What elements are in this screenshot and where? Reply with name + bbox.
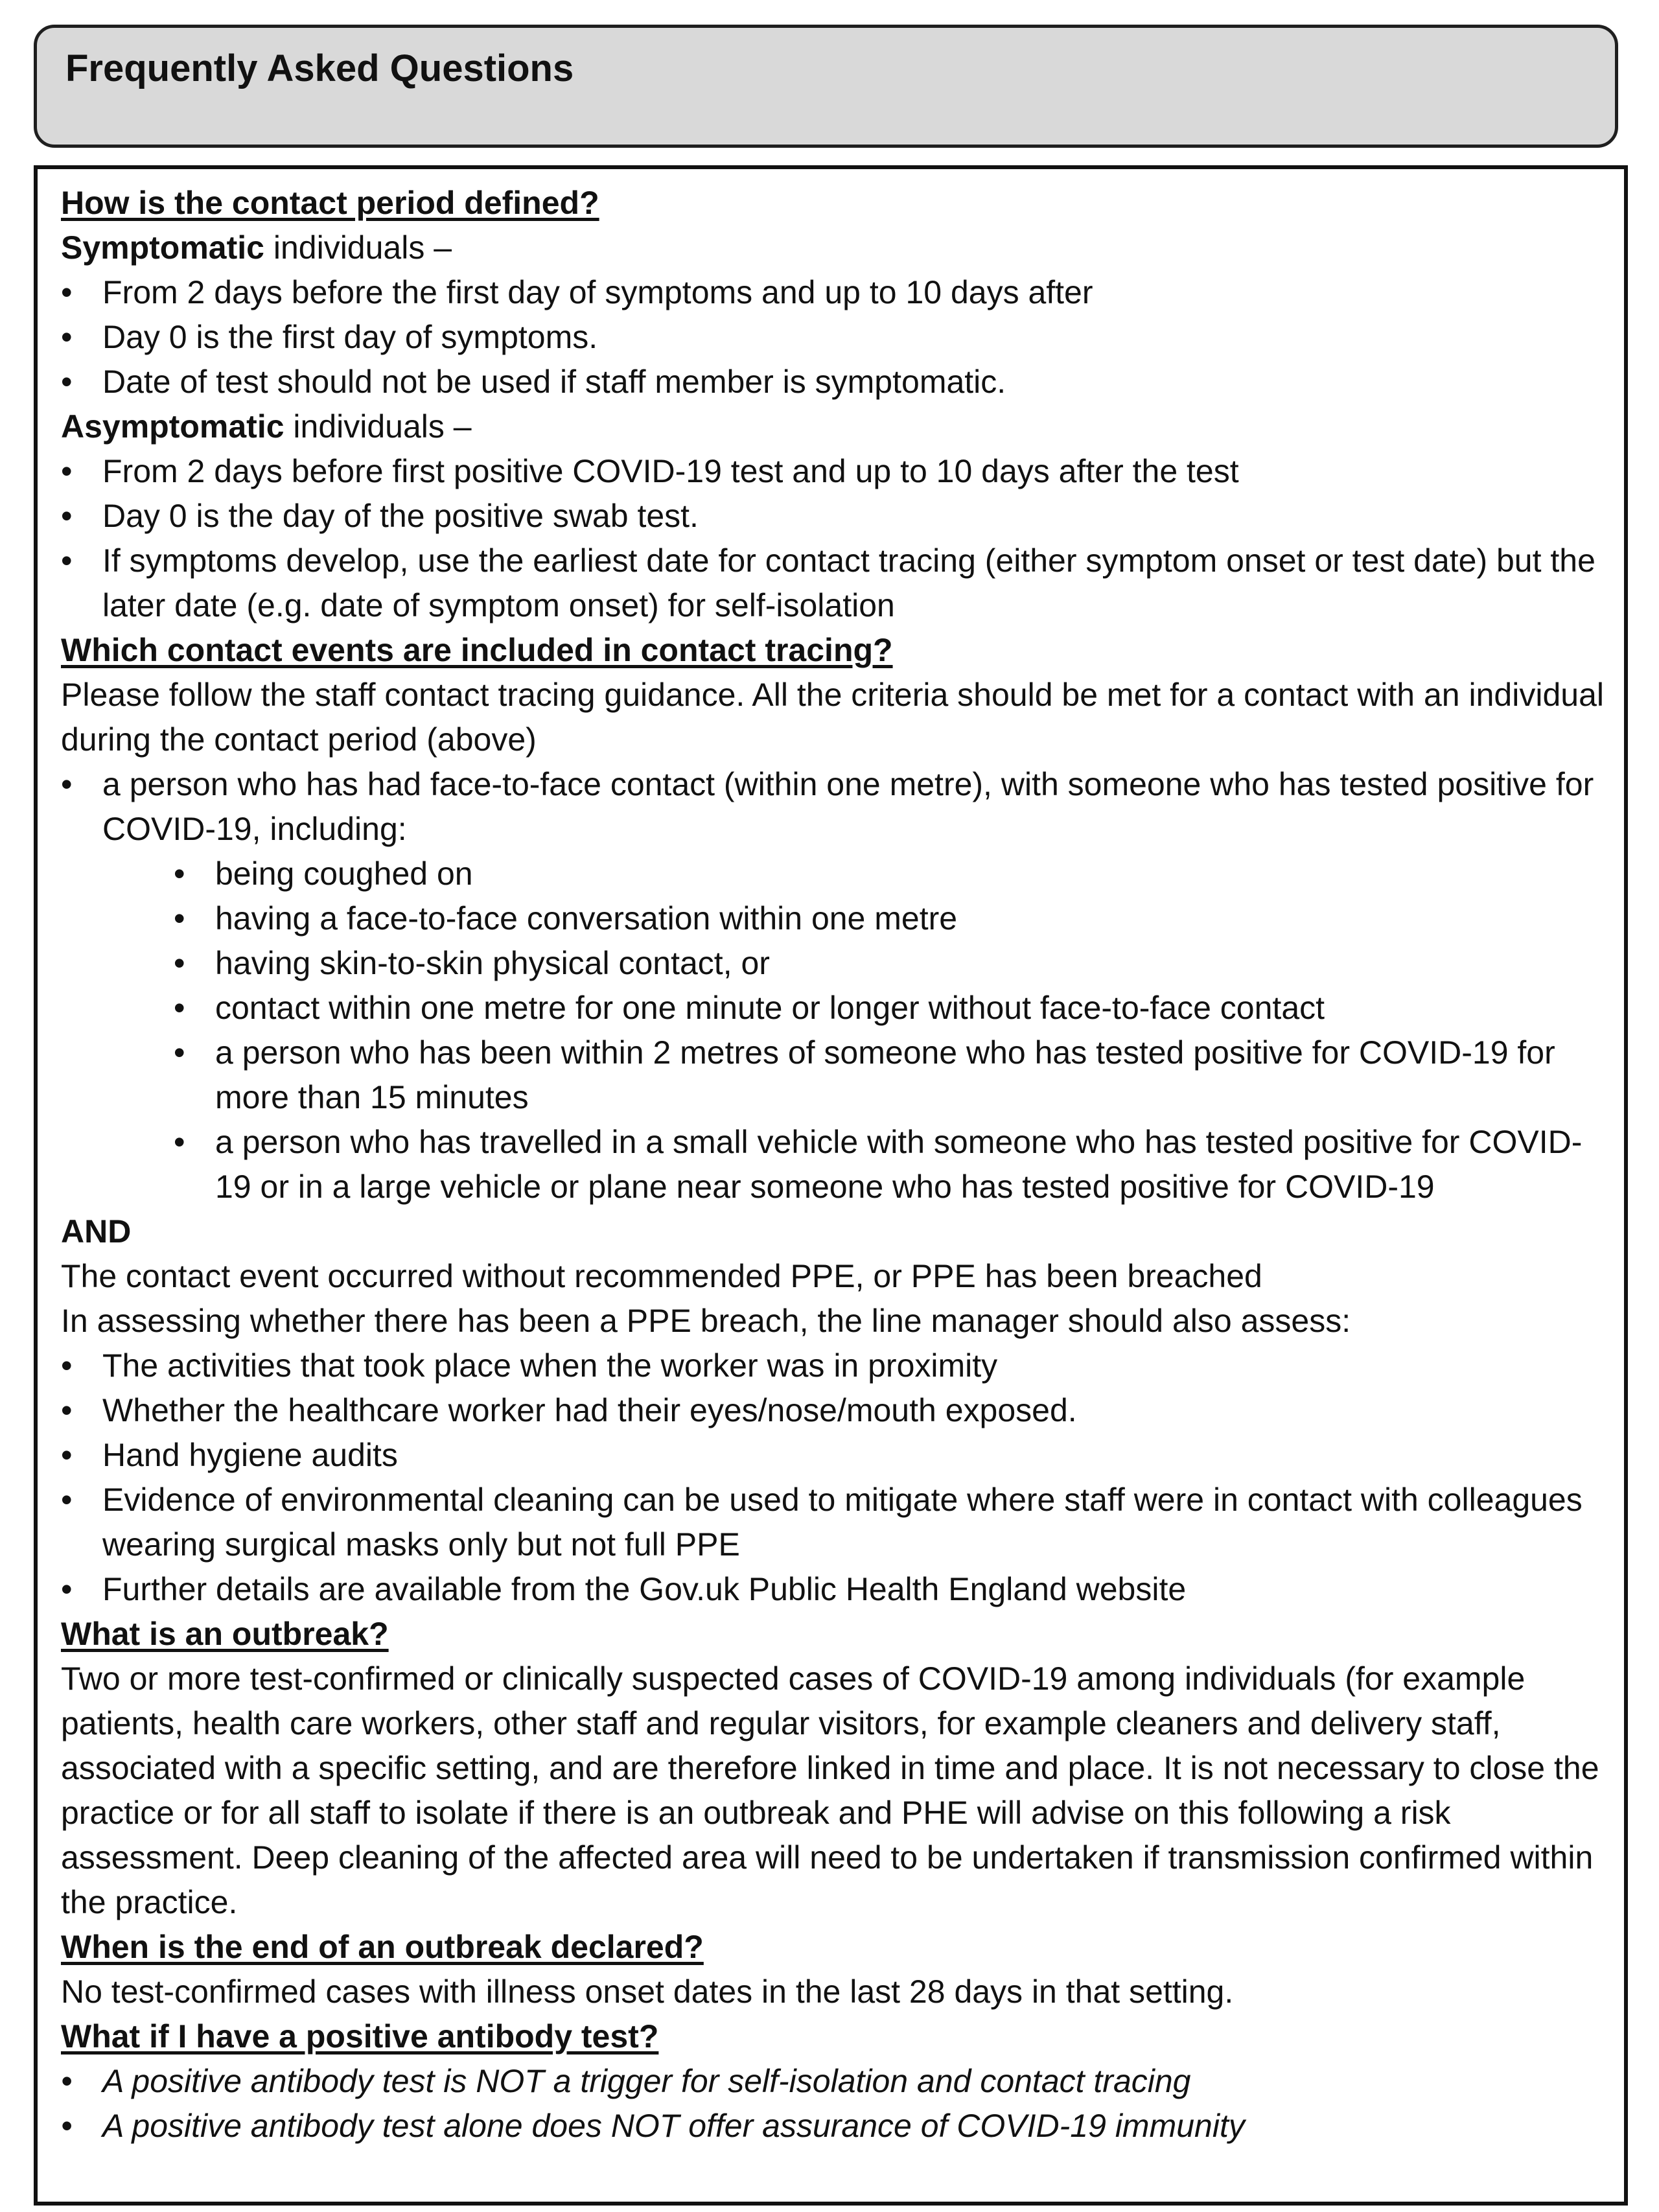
symptomatic-list <box>61 270 1605 404</box>
assess-list <box>61 1344 1605 1612</box>
contact-events-list <box>61 762 1605 852</box>
question-outbreak-end: When is the end of an outbreak declared? <box>61 1929 704 1965</box>
and-label: AND <box>61 1213 132 1250</box>
question-outbreak: What is an outbreak? <box>61 1616 389 1652</box>
symptomatic-suffix: individuals – <box>264 229 452 266</box>
list-item: • Further details are available from the Gov.uk Public Health England website <box>61 1567 1605 1612</box>
symptomatic-label: Symptomatic <box>61 229 264 266</box>
list-item: • contact within one metre for one minute or longer without face-to-face contact <box>174 986 1605 1030</box>
list-item <box>61 762 1605 852</box>
asymptomatic-heading <box>61 404 1605 449</box>
list-item: • Day 0 is the day of the positive swab test. <box>61 494 1605 539</box>
list-item: • having a face-to-face conversation within one metre <box>174 896 1605 941</box>
question-contact-events: Which contact events are included in contact tracing? <box>61 632 893 668</box>
question-contact-period: How is the contact period defined? <box>61 185 599 221</box>
list-item: • Evidence of environmental cleaning can be used to mitigate where staff were in contact with colleagues wearing surgical masks only but not full PPE <box>61 1478 1605 1567</box>
ppe-line: The contact event occurred without recommended PPE, or PPE has been breached <box>61 1258 1262 1294</box>
list-item: • Day 0 is the first day of symptoms. <box>61 315 1605 360</box>
list-item: • If symptoms develop, use the earliest date for contact tracing (either symptom onset or test date) but the later date (e.g. date of symptom onset) for self-isolation <box>61 539 1605 628</box>
outbreak-answer: Two or more test-confirmed or clinically suspected cases of COVID-19 among individuals (for example patients, health care workers, other staff and regular visitors, for example cleaners and delivery staff, associated with a specific setting, and are therefore linked in time and place. It is not necessary to close the practice or for all staff to isolate if there is an outbreak and PHE will advise on this following a risk assessment. Deep cleaning of the affected area will need to be undertaken if transmission confirmed within the practice. <box>61 1660 1599 1920</box>
page-title: Frequently Asked Questions <box>65 47 574 89</box>
list-item: • a person who has travelled in a small vehicle with someone who has tested positive for COVID-19 or in a large vehicle or plane near someone who has tested positive for COVID-19 <box>174 1120 1605 1209</box>
faq-header <box>34 25 1618 148</box>
list-item: • From 2 days before first positive COVID-19 test and up to 10 days after the test <box>61 449 1605 494</box>
faq-content <box>34 165 1628 2206</box>
list-item: • a person who has been within 2 metres of someone who has tested positive for COVID-19 for more than 15 minutes <box>174 1030 1605 1120</box>
list-item-text: a person who has had face-to-face contact (within one metre), with someone who has tested positive for COVID-19, including: <box>102 766 1594 847</box>
question-antibody: What if I have a positive antibody test? <box>61 2018 659 2055</box>
asymptomatic-list <box>61 449 1605 628</box>
contact-events-intro: Please follow the staff contact tracing guidance. All the criteria should be met for a contact with an individual during the contact period (above) <box>61 677 1604 758</box>
list-item: • being coughed on <box>174 852 1605 896</box>
list-item: • Hand hygiene audits <box>61 1433 1605 1478</box>
list-item: • From 2 days before the first day of symptoms and up to 10 days after <box>61 270 1605 315</box>
list-item: • having skin-to-skin physical contact, or <box>174 941 1605 986</box>
contact-events-sublist <box>61 852 1605 1209</box>
antibody-list <box>61 2059 1605 2148</box>
asymptomatic-suffix: individuals – <box>284 408 472 445</box>
list-item: • A positive antibody test is NOT a trigger for self-isolation and contact tracing <box>61 2059 1605 2104</box>
list-item: • Date of test should not be used if staff member is symptomatic. <box>61 360 1605 404</box>
list-item: • Whether the healthcare worker had their eyes/nose/mouth exposed. <box>61 1388 1605 1433</box>
asymptomatic-label: Asymptomatic <box>61 408 284 445</box>
list-item: • A positive antibody test alone does NOT offer assurance of COVID-19 immunity <box>61 2104 1605 2148</box>
symptomatic-heading <box>61 226 1605 270</box>
list-item: • The activities that took place when the worker was in proximity <box>61 1344 1605 1388</box>
assess-line: In assessing whether there has been a PPE breach, the line manager should also assess: <box>61 1303 1351 1339</box>
outbreak-end-answer: No test-confirmed cases with illness onset dates in the last 28 days in that setting. <box>61 1973 1234 2010</box>
